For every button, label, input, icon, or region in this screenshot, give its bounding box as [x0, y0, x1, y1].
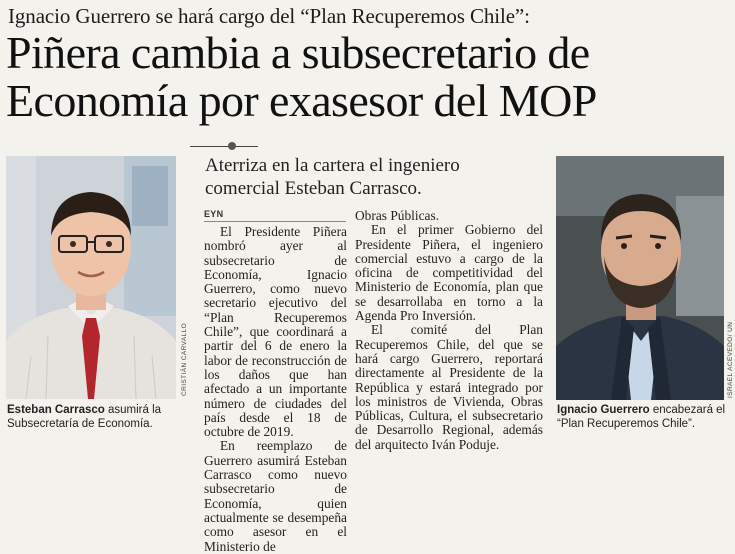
decorative-rule [190, 146, 258, 147]
body-paragraph: Obras Públicas. [355, 208, 440, 223]
caption-name: Ignacio Guerrero [557, 404, 650, 416]
body-column-right [355, 209, 543, 452]
headline [6, 29, 731, 125]
photo-esteban-carrasco [6, 156, 176, 399]
byline: EYN [204, 209, 224, 219]
caption-left [7, 403, 179, 431]
byline-rule [204, 221, 346, 222]
body-paragraph: El comité del Plan Recuperemos Chile, del que se hará cargo Guerrero, reportará directamente al Presidente de la República y estará integrado por los ministros de Vivienda, Obras Públicas, Cultura, el subsecretario de Desarrollo Regional, además del arquitecto Iván Poduje. [355, 322, 543, 452]
decorative-dot [228, 142, 236, 150]
photo-credit-right: ISRAEL ACEVEDO/ UN [727, 321, 734, 398]
portrait-illustration [6, 156, 176, 399]
body-paragraph: En el primer Gobierno del Presidente Piñera, el ingeniero comercial estuvo a cargo de la oficina de competitividad del Ministerio de Economía, plan que se desarrollaba en torno a la Agenda Pro Inversión. [355, 222, 543, 324]
photo-ignacio-guerrero [556, 156, 724, 400]
subheadline: Aterriza en la cartera el ingeniero comercial Esteban Carrasco. [205, 155, 460, 199]
kicker: Ignacio Guerrero se hará cargo del “Plan Recuperemos Chile”: [8, 4, 530, 28]
photo-credit-left: CRISTIÁN CARVALLO [181, 322, 188, 396]
portrait-illustration [556, 156, 724, 400]
caption-right [557, 403, 729, 431]
caption-name: Esteban Carrasco [7, 404, 105, 416]
body-column-left [204, 225, 347, 554]
body-paragraph: En reemplazo de Guerrero asumirá Esteban Carrasco como nuevo subsecretario de Economía, quien actualmente se desempeña como asesor en el Ministerio de [204, 438, 347, 554]
headline-line-1: Piñera cambia a subsecretario de [6, 27, 590, 78]
headline-line-2: Economía por exasesor del MOP [6, 75, 597, 126]
caption-text: encabezará el “Plan Recuperemos Chile”. [557, 404, 726, 430]
body-paragraph: El Presidente Piñera nombró ayer al subsecretario de Economía, Ignacio Guerrero, como nuevo secretario ejecutivo del “Plan Recuperemos Chile”, que coordinará a partir del 6 de enero la labor de reconstrucción de los daños que han afectado a un importante número de ciudades del país desde el 18 de octubre de 2019. [204, 224, 347, 440]
caption-text: asumirá la Subsecretaría de Economía. [7, 404, 162, 430]
